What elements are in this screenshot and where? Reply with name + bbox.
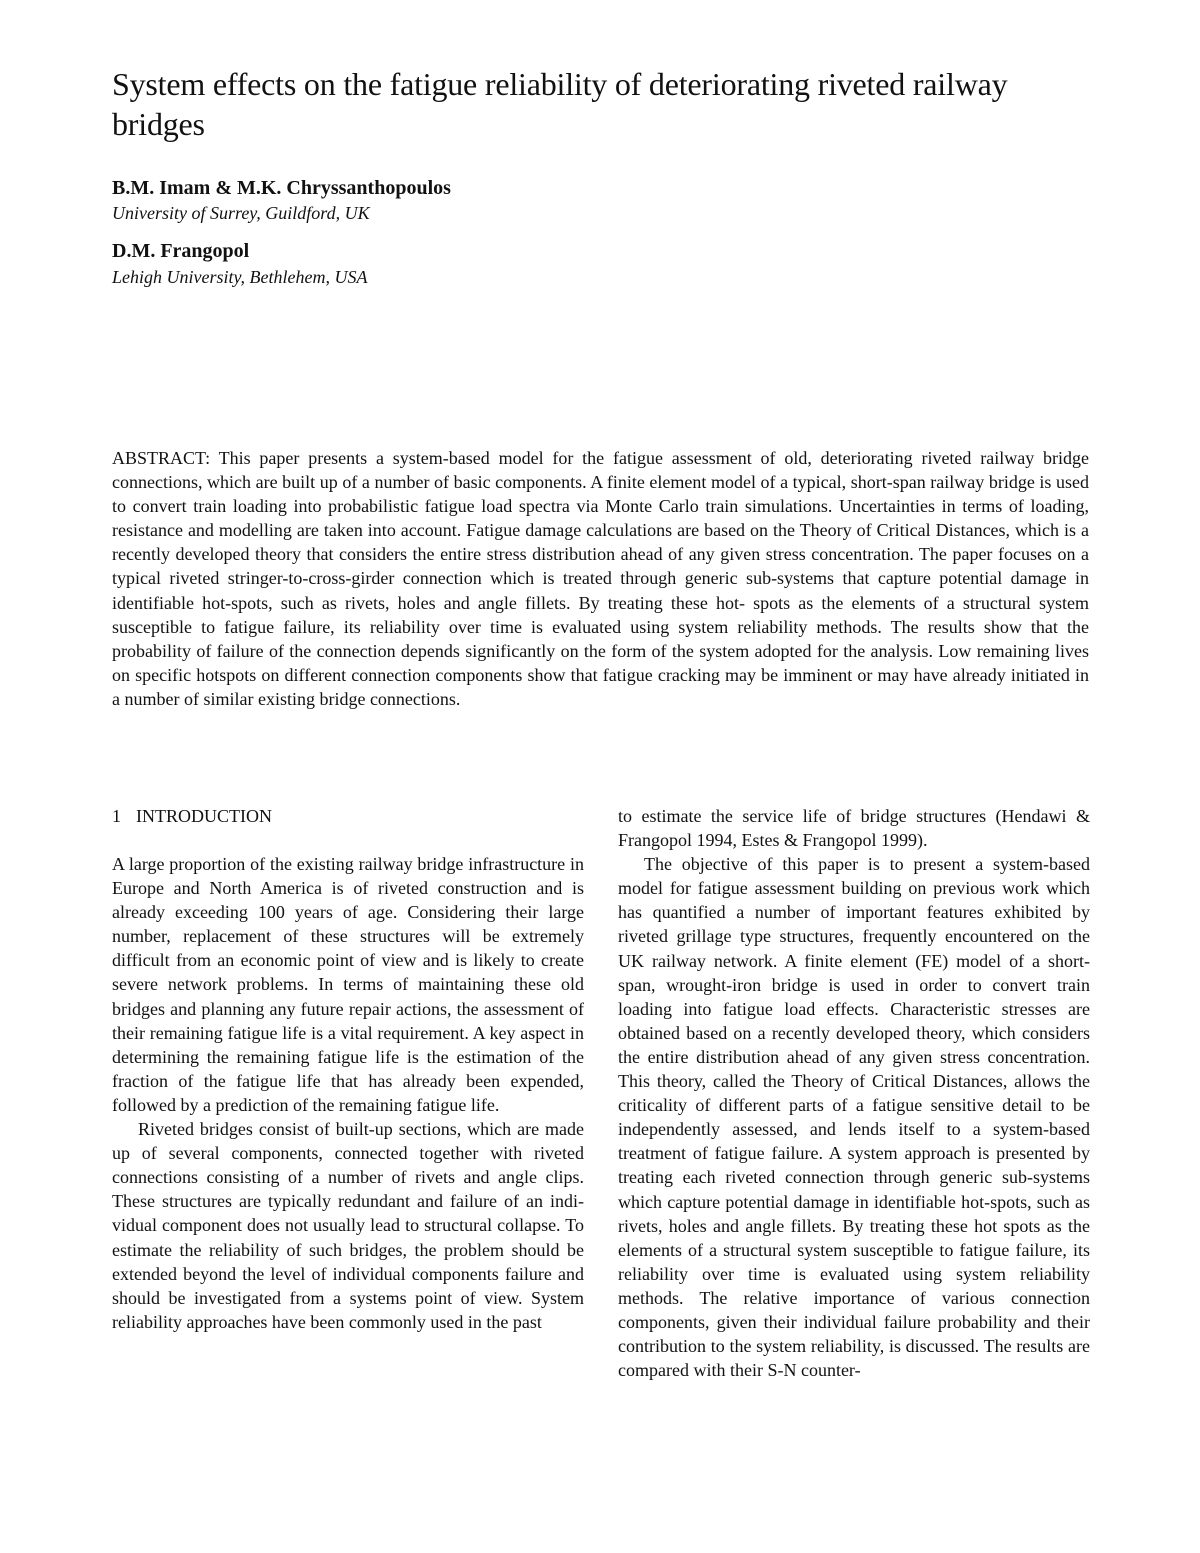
- affiliation-line-2: Lehigh University, Bethlehem, USA: [112, 267, 368, 287]
- section-title: INTRODUCTION: [136, 806, 272, 826]
- right-column: [618, 804, 1090, 1382]
- paper-title: System effects on the fatigue reliability of deteriorating riveted railway bridges: [112, 66, 1008, 142]
- intro-paragraph-1: A large proportion of the existing railway bridge infrastructure in Europe and North America is of riveted construction and is already exceeding 100 years of age. Considering their large number, replacement of these structures will be extremely difficult from an economic point of view and is likely to create severe network problems. In terms of maintaining these old bridges and planning any future repair actions, the assessment of their remaining fatigue life is a vital requirement. A key aspect in determining the remaining fatigue life is the estimation of the fraction of the fatigue life that has already been expended, followed by a prediction of the remaining fatigue life.: [112, 854, 584, 1115]
- left-column: [112, 804, 584, 1334]
- section-number: 1: [112, 806, 121, 826]
- heading-spacer: [112, 828, 584, 852]
- section-heading: [112, 804, 584, 828]
- author-line-1: B.M. Imam & M.K. Chryssanthopoulos: [112, 177, 451, 199]
- affiliation-line-1: University of Surrey, Guildford, UK: [112, 203, 370, 223]
- intro-paragraph-2-continued: to estimate the service life of bridge structures (Hendawi & Frangopol 1994, Estes & Frangopol 1999).: [618, 806, 1090, 851]
- intro-paragraph-3: The objective of this paper is to present a system-based model for fatigue assessment building on previous work which has quantified a number of important features exhibited by riveted grillage type structures, frequently encountered on the UK railway network. A finite element (FE) model of a short-span, wrought-iron bridge is used in order to convert train loading into fatigue load effects. Characteristic stresses are obtained based on a recently developed theory, which considers the entire distribution ahead of any given stress concentration. This theory, called the Theory of Critical Distances, allows the criticality of different parts of a fatigue sensitive detail to be independently assessed, and lends itself to a system-based treatment of fatigue failure. A system approach is presented by treating each riveted connection through generic sub-systems which capture potential damage in identifiable hot-spots, such as rivets, holes and angle fillets. By treating these hot spots as the elements of a structural system susceptible to fatigue failure, its reliability over time is evaluated using system reliability methods. The relative importance of various connection components, given their individual failure probability and their contribution to the system reliability, is discussed. The results are compared with their S-N counter-: [618, 854, 1090, 1381]
- intro-paragraph-2: Riveted bridges consist of built-up sections, which are made up of several components, connected together with riveted connections consisting of a number of rivets and angle clips. These structures are typically redundant and failure of an individual component does not usually lead to structural collapse. To estimate the reliability of such bridges, the problem should be extended beyond the level of individual components failure and should be investigated from a systems point of view. System reliability approaches have been commonly used in the past: [112, 1119, 584, 1332]
- abstract: ABSTRACT: This paper presents a system-based model for the fatigue assessment of old, deteriorating riveted railway bridge connections, which are built up of a number of basic components. A finite element model of a typical, short-span railway bridge is used to convert train loading into probabilistic fatigue load spectra via Monte Carlo train simulations. Uncertainties in terms of loading, resistance and modelling are taken into account. Fatigue damage calculations are based on the Theory of Critical Distances, which is a recently developed theory that considers the entire stress distribution ahead of any given stress concentration. The paper focuses on a typical riveted stringer-to-cross-girder connection which is treated through generic sub-systems that capture potential damage in identifiable hot-spots, such as rivets, holes and angle fillets. By treating these hot- spots as the elements of a structural system susceptible to fatigue failure, its reliability over time is evaluated using system reliability methods. The results show that the probability of failure of the connection depends significantly on the form of the system adopted for the analysis. Low remaining lives on specific hotspots on different connection components show that fatigue cracking may be imminent or may have already initiated in a number of similar existing bridge connections.: [112, 448, 1089, 709]
- author-line-2: D.M. Frangopol: [112, 240, 250, 262]
